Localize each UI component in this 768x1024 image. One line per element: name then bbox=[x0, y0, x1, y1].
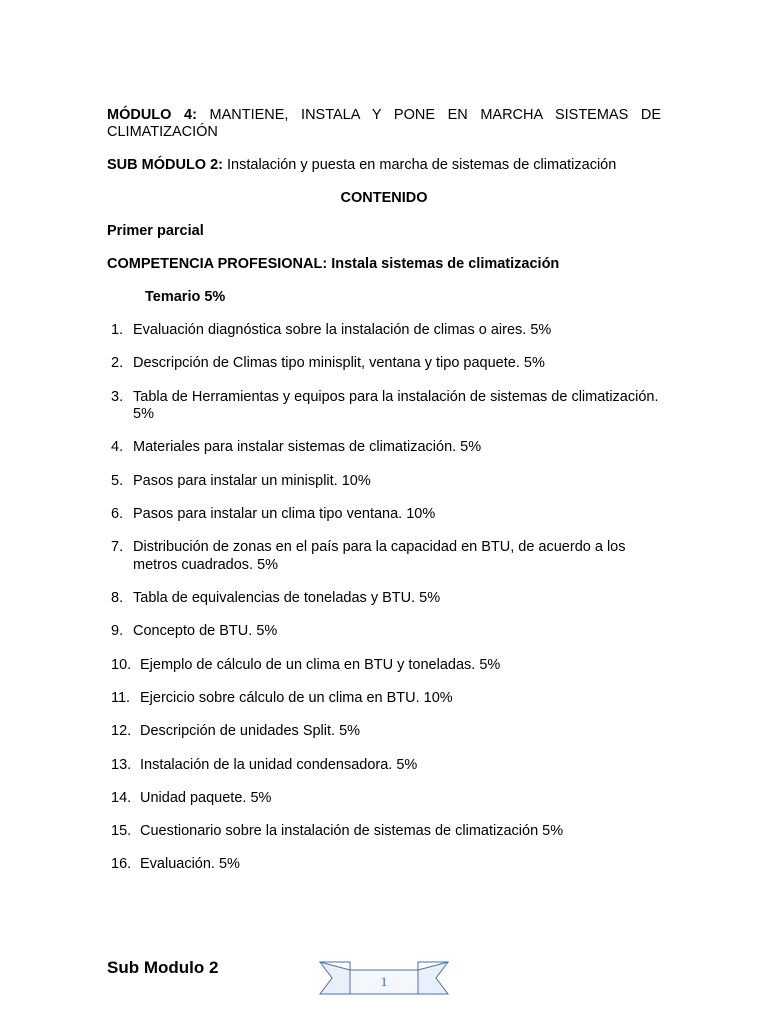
list-item bbox=[107, 590, 661, 608]
list-item-text: Ejemplo de cálculo de un clima en BTU y toneladas. 5% bbox=[140, 656, 501, 673]
list-item-text: Materiales para instalar sistemas de climatización. 5% bbox=[133, 439, 482, 456]
list-item-number: 2. bbox=[111, 355, 124, 372]
module-label: MÓDULO 4: bbox=[107, 107, 197, 123]
list-item-number: 16. bbox=[111, 856, 132, 873]
topic-list bbox=[107, 322, 661, 874]
list-item-number: 3. bbox=[111, 388, 124, 405]
list-item-number: 9. bbox=[111, 623, 124, 640]
list-item-number: 1. bbox=[111, 322, 124, 338]
list-item-number: 8. bbox=[111, 590, 124, 607]
syllabus-title: Temario 5% bbox=[145, 289, 226, 305]
document-page bbox=[107, 107, 661, 890]
competency-title: COMPETENCIA PROFESIONAL: Instala sistemas de climatización bbox=[107, 256, 560, 272]
list-item bbox=[107, 657, 661, 675]
submodule-title: Instalación y puesta en marcha de sistemas de climatización bbox=[223, 157, 617, 173]
submodule-heading bbox=[107, 157, 661, 174]
list-item bbox=[107, 539, 661, 574]
list-item bbox=[107, 790, 661, 808]
list-item bbox=[107, 473, 661, 491]
list-item-number: 4. bbox=[111, 439, 124, 456]
list-item-text: Instalación de la unidad condensadora. 5% bbox=[140, 756, 418, 773]
list-item-text: Pasos para instalar un clima tipo ventana. 10% bbox=[133, 505, 436, 522]
list-item bbox=[107, 506, 661, 524]
list-item-text: Ejercicio sobre cálculo de un clima en BTU. 10% bbox=[140, 689, 453, 706]
list-item-text: Descripción de Climas tipo minisplit, ventana y tipo paquete. 5% bbox=[133, 355, 545, 372]
list-item-number: 14. bbox=[111, 789, 132, 806]
list-item-text: Tabla de equivalencias de toneladas y BTU. 5% bbox=[133, 590, 441, 607]
list-item bbox=[107, 757, 661, 775]
list-item bbox=[107, 723, 661, 741]
list-item bbox=[107, 389, 661, 424]
partial-title: Primer parcial bbox=[107, 223, 204, 239]
contents-title: CONTENIDO bbox=[340, 190, 428, 206]
list-item bbox=[107, 355, 661, 373]
list-item bbox=[107, 690, 661, 708]
list-item-number: 13. bbox=[111, 756, 132, 773]
list-item-number: 11. bbox=[111, 689, 131, 706]
list-item-text: Descripción de unidades Split. 5% bbox=[140, 723, 361, 740]
list-item-number: 7. bbox=[111, 539, 124, 556]
submodule-label: SUB MÓDULO 2: bbox=[107, 157, 223, 173]
list-item bbox=[107, 322, 661, 340]
list-item bbox=[107, 439, 661, 457]
page-number-badge bbox=[318, 958, 450, 998]
list-item-text: Tabla de Herramientas y equipos para la instalación de sistemas de climatización. 5% bbox=[133, 388, 659, 423]
list-item bbox=[107, 856, 661, 874]
list-item-text: Pasos para instalar un minisplit. 10% bbox=[133, 472, 371, 489]
list-item-text: Distribución de zonas en el país para la capacidad en BTU, de acuerdo a los metros cuadrados. 5% bbox=[133, 539, 626, 573]
list-item-number: 12. bbox=[111, 723, 132, 740]
list-item bbox=[107, 823, 661, 841]
list-item bbox=[107, 623, 661, 641]
list-item-text: Evaluación. 5% bbox=[140, 856, 240, 873]
list-item-number: 5. bbox=[111, 472, 124, 489]
list-item-number: 10. bbox=[111, 656, 132, 673]
list-item-number: 6. bbox=[111, 505, 124, 522]
list-item-text: Concepto de BTU. 5% bbox=[133, 623, 278, 640]
list-item-text: Evaluación diagnóstica sobre la instalación de climas o aires. 5% bbox=[133, 322, 552, 338]
list-item-number: 15. bbox=[111, 823, 132, 840]
module-heading bbox=[107, 107, 661, 141]
footer-title: Sub Modulo 2 bbox=[107, 958, 219, 977]
list-item-text: Unidad paquete. 5% bbox=[140, 789, 272, 806]
page-number: 1 bbox=[380, 974, 388, 989]
module-title: MANTIENE, INSTALA Y PONE EN MARCHA SISTEMAS DE CLIMATIZACIÓN bbox=[107, 107, 662, 140]
list-item-text: Cuestionario sobre la instalación de sistemas de climatización 5% bbox=[140, 823, 564, 840]
